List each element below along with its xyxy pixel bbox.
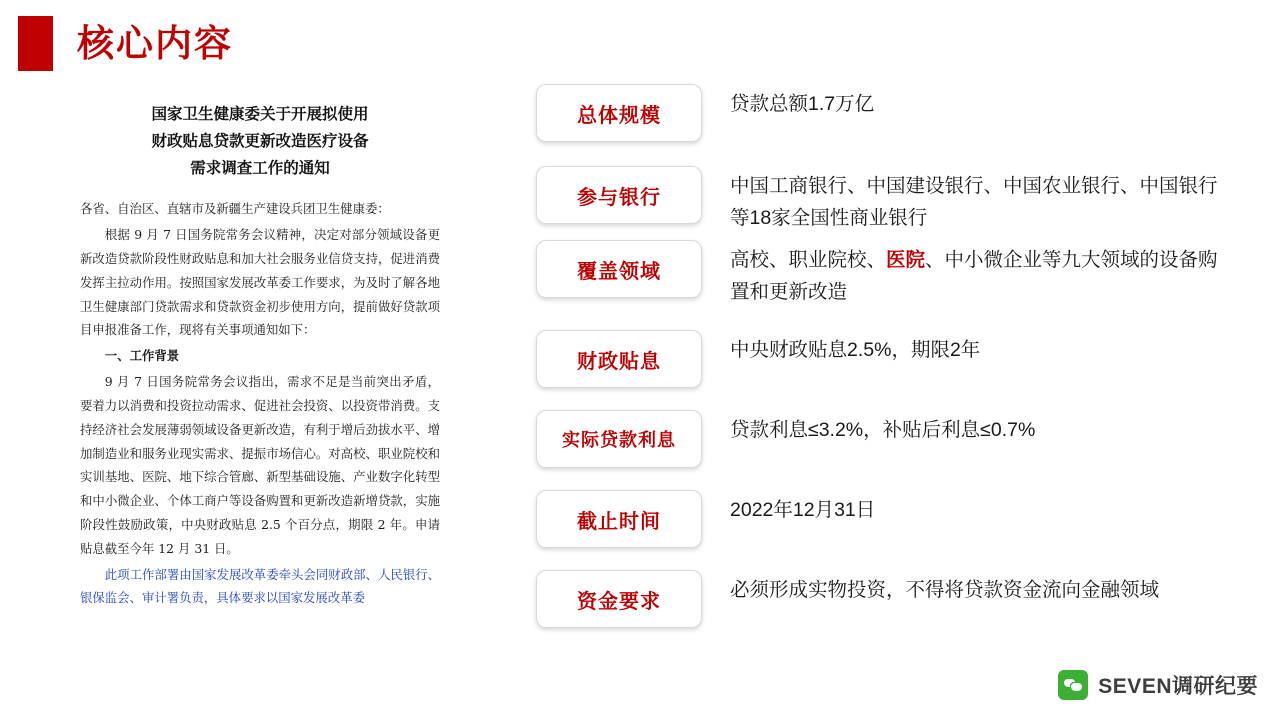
summary-row-value: 中央财政贴息2.5%，期限2年 <box>730 339 981 362</box>
summary-row-value-suffix: 、中小微企业等九大领域的设备购置和更新改造 <box>730 249 1218 303</box>
summary-row <box>536 84 1236 142</box>
summary-row-label: 实际贷款利息 <box>562 430 676 451</box>
summary-row-label: 总体规模 <box>577 104 661 127</box>
document-paragraph <box>80 370 440 561</box>
document-paragraph <box>80 223 440 342</box>
document-heading-line: 财政贴息贷款更新改造医疗设备 <box>151 131 369 151</box>
summary-row-value: 贷款总额1.7万亿 <box>730 93 875 115</box>
document-paragraph-text: 根据 9 月 7 日国务院常务会议精神，决定对部分领域设备更新改造贷款阶段性财政贴息和加大社会服务业信贷支持，促进消费发挥主拉动作用。按照国家发展改革委工作要求，为及时了解各地卫生健康部门贷款需求和贷款资金初步使用方向，提前做好贷款项目申报准备工作，现将有关事项通知如下： <box>80 227 440 338</box>
document-heading-line: 需求调查工作的通知 <box>190 158 330 178</box>
summary-row-label-pill[interactable] <box>536 570 702 628</box>
document-subheading: 一、工作背景 <box>104 348 180 364</box>
summary-row-label: 截止时间 <box>577 510 661 533</box>
summary-row-value <box>702 240 1236 308</box>
summary-row <box>536 570 1236 628</box>
document-paragraph: 各省、自治区、直辖市及新疆生产建设兵团卫生健康委： <box>80 201 390 217</box>
summary-row-label-pill[interactable] <box>536 490 702 548</box>
summary-row-label: 财政贴息 <box>577 350 661 373</box>
summary-row-label: 资金要求 <box>577 590 661 613</box>
summary-row <box>536 490 1236 548</box>
summary-row-value: 2022年12月31日 <box>730 499 876 522</box>
summary-row-value: 必须形成实物投资，不得将贷款资金流向金融领域 <box>730 579 1160 602</box>
page-title: 核心内容 <box>77 23 233 64</box>
document-scan <box>80 100 440 660</box>
summary-row-value-prefix: 高校、职业院校、 <box>730 249 887 272</box>
title-accent-square <box>18 16 53 71</box>
summary-row-value: 贷款利息≤3.2%，补贴后利息≤0.7% <box>730 419 1036 442</box>
summary-list <box>536 84 1236 648</box>
summary-row <box>536 330 1236 388</box>
document-heading <box>80 100 440 181</box>
document-paragraph-blue: 此项工作部署由国家发展改革委牵头会同财政部、人民银行、银保监会、审计署负责，具体要求以国家发展改革委 <box>80 566 440 606</box>
summary-row-label-pill[interactable] <box>536 166 702 224</box>
document-paragraph-text: 9 月 7 日国务院常务会议指出，需求不足是当前突出矛盾，要着力以消费和投资拉动需求、促进社会投资、以投资带消费。支持经济社会发展薄弱领域设备更新改造，有利于增后劲拔水平、增加制造业和服务业现实需求、提振市场信心。对高校、职业院校和实训基地、医院、地下综合管廊、新型基础设施、产业数字化转型和中小微企业、个体工商户等设备购置和更新改造新增贷款，实施阶段性鼓励政策，中央财政贴息 2.5 个百分点，期限 2 年。申请贴息截至今年 12 月 31 日。 <box>80 374 440 556</box>
summary-row-label-pill[interactable] <box>536 84 702 142</box>
summary-row-label: 参与银行 <box>577 186 661 209</box>
summary-row-value: 中国工商银行、中国建设银行、中国农业银行、中国银行等18家全国性商业银行 <box>730 175 1218 229</box>
wechat-icon <box>1058 670 1088 700</box>
document-heading-line: 国家卫生健康委关于开展拟使用 <box>151 104 369 123</box>
summary-row <box>536 410 1236 468</box>
page-title-bar <box>18 16 233 71</box>
summary-row-label-pill[interactable] <box>536 240 702 298</box>
summary-row-label-pill[interactable] <box>536 330 702 388</box>
summary-row <box>536 240 1236 308</box>
footer-watermark <box>1058 670 1258 700</box>
summary-row <box>536 166 1236 234</box>
summary-row-value-highlight: 医院 <box>886 249 926 272</box>
summary-row-label-pill[interactable] <box>536 410 702 468</box>
summary-row-label: 覆盖领域 <box>577 260 661 283</box>
footer-account-name: SEVEN调研纪要 <box>1098 675 1258 698</box>
